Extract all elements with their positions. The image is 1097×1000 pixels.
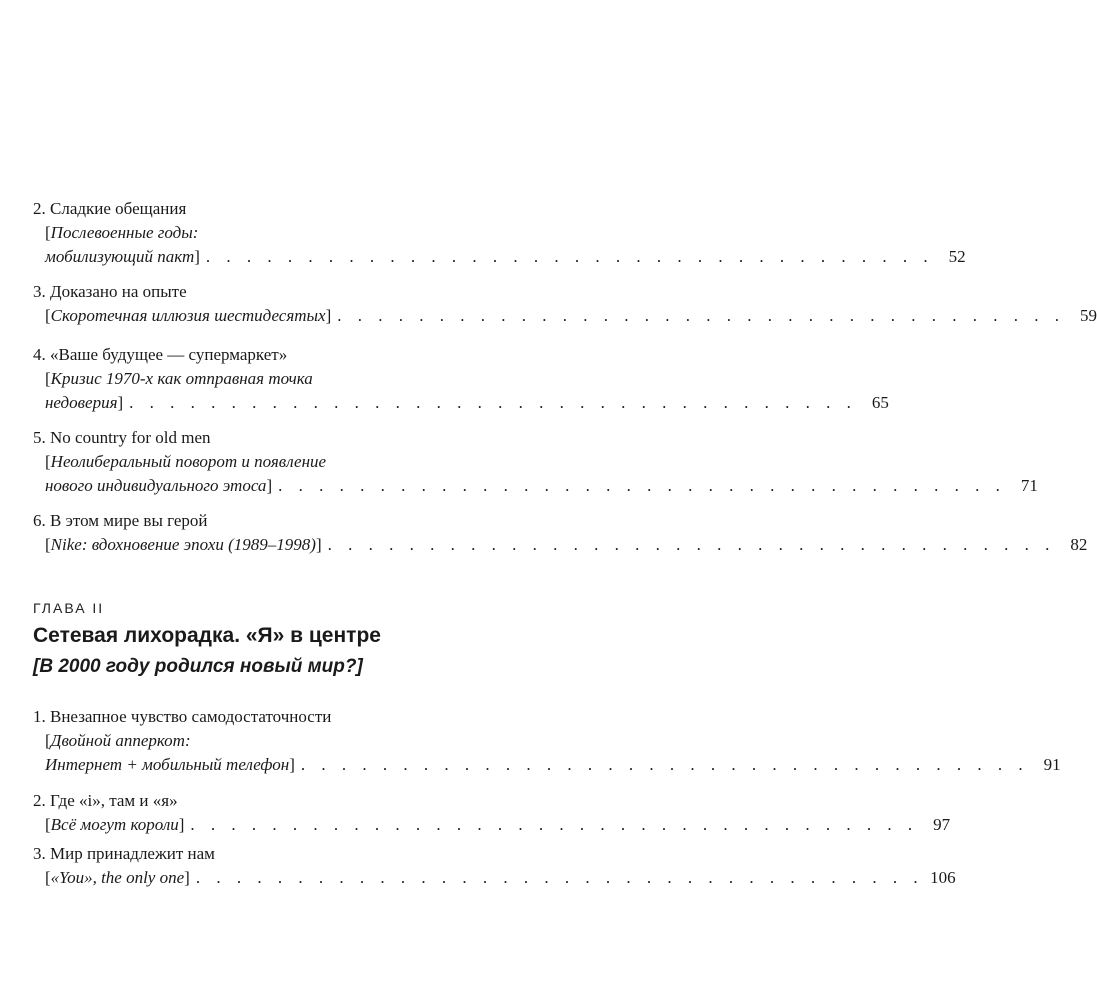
toc-entry[interactable] xyxy=(33,426,1038,498)
leader-dots: . . . . . . . . . . . . . . . . . . . . . . . . . . . . . . . . . . . . xyxy=(129,393,857,412)
toc-entry[interactable] xyxy=(33,280,1097,328)
leader-dots: . . . . . . . . . . . . . . . . . . . . . . . . . . . . . . . . . . . . xyxy=(300,755,1029,774)
entry-subtitle-leader: нового индивидуального этоса] . . . . . . . . . . . . . . . . . . . . . . . . . . . . . . . . . . . . 71 xyxy=(33,474,513,498)
entry-subtitle-leader: мобилизующий пакт] . . . . . . . . . . . . . . . . . . . . . . . . . . . . . . . . . . . . 52 xyxy=(33,245,513,269)
entry-title: 2. Сладкие обещания xyxy=(33,199,187,218)
toc-entry[interactable] xyxy=(33,842,956,890)
entry-title: 5. No country for old men xyxy=(33,428,211,447)
page-number: 82 xyxy=(1070,535,1088,554)
page-number: 59 xyxy=(1080,306,1097,325)
toc-entry[interactable] xyxy=(33,789,951,837)
page-number: 97 xyxy=(933,815,951,834)
toc-entry[interactable] xyxy=(33,509,1088,557)
leader-dots: . . . . . . . . . . . . . . . . . . . . . . . . . . . . . . . . . . . . xyxy=(337,306,1066,325)
leader-dots: . . . . . . . . . . . . . . . . . . . . . . . . . . . . . . . . . . . . xyxy=(278,476,1006,495)
page-number: 106 xyxy=(930,868,956,887)
page-number: 52 xyxy=(948,247,966,266)
entry-subtitle-leader: недоверия] . . . . . . . . . . . . . . . . . . . . . . . . . . . . . . . . . . . . 65 xyxy=(33,391,513,415)
chapter-subtitle: [В 2000 году родился новый мир?] xyxy=(33,656,363,677)
entry-subtitle: [Послевоенные годы: xyxy=(45,223,199,242)
entry-subtitle-leader: [Nike: вдохновение эпохи (1989–1998)] . . . . . . . . . . . . . . . . . . . . . . . . . . . . . . . . . . . . 82 xyxy=(33,533,513,557)
entry-subtitle-leader: [«You», the only one] . . . . . . . . . . . . . . . . . . . . . . . . . . . . . . . . . . . . 106 xyxy=(33,866,513,890)
toc-entry[interactable] xyxy=(33,197,966,269)
entry-subtitle-leader: [Скоротечная иллюзия шестидесятых] . . . . . . . . . . . . . . . . . . . . . . . . . . . . . . . . . . . . 59 xyxy=(33,304,513,328)
entry-title: 6. В этом мире вы герой xyxy=(33,511,208,530)
leader-dots: . . . . . . . . . . . . . . . . . . . . . . . . . . . . . . . . . . . . xyxy=(190,815,919,834)
entry-subtitle: [Кризис 1970-х как отправная точка xyxy=(45,369,313,388)
toc-entry[interactable] xyxy=(33,705,1061,777)
entry-title: 3. Мир принадлежит нам xyxy=(33,844,215,863)
entry-title: 4. «Ваше будущее — супермаркет» xyxy=(33,345,288,364)
leader-dots: . . . . . . . . . . . . . . . . . . . . . . . . . . . . . . . . . . . . xyxy=(205,247,934,266)
entry-title: 1. Внезапное чувство самодостаточности xyxy=(33,707,332,726)
entry-title: 3. Доказано на опыте xyxy=(33,282,187,301)
entry-subtitle: [Неолиберальный поворот и появление xyxy=(45,452,327,471)
chapter-label: ГЛАВА II xyxy=(33,600,105,616)
page-number: 71 xyxy=(1020,476,1038,495)
entry-title: 2. Где «i», там и «я» xyxy=(33,791,178,810)
chapter-title[interactable]: Сетевая лихорадка. «Я» в центре xyxy=(33,624,381,647)
page-number: 65 xyxy=(871,393,889,412)
leader-dots: . . . . . . . . . . . . . . . . . . . . . . . . . . . . . . . . . . . . xyxy=(327,535,1056,554)
entry-subtitle: [Двойной апперкот: xyxy=(45,731,191,750)
page-number: 91 xyxy=(1043,755,1061,774)
entry-subtitle-leader: Интернет + мобильный телефон] . . . . . . . . . . . . . . . . . . . . . . . . . . . . . . . . . . . . 91 xyxy=(33,753,513,777)
leader-dots: . . . . . . . . . . . . . . . . . . . . . . . . . . . . . . . . . . . . xyxy=(195,868,924,887)
toc-entry[interactable] xyxy=(33,343,889,415)
entry-subtitle-leader: [Всё могут короли] . . . . . . . . . . . . . . . . . . . . . . . . . . . . . . . . . . . . 97 xyxy=(33,813,513,837)
